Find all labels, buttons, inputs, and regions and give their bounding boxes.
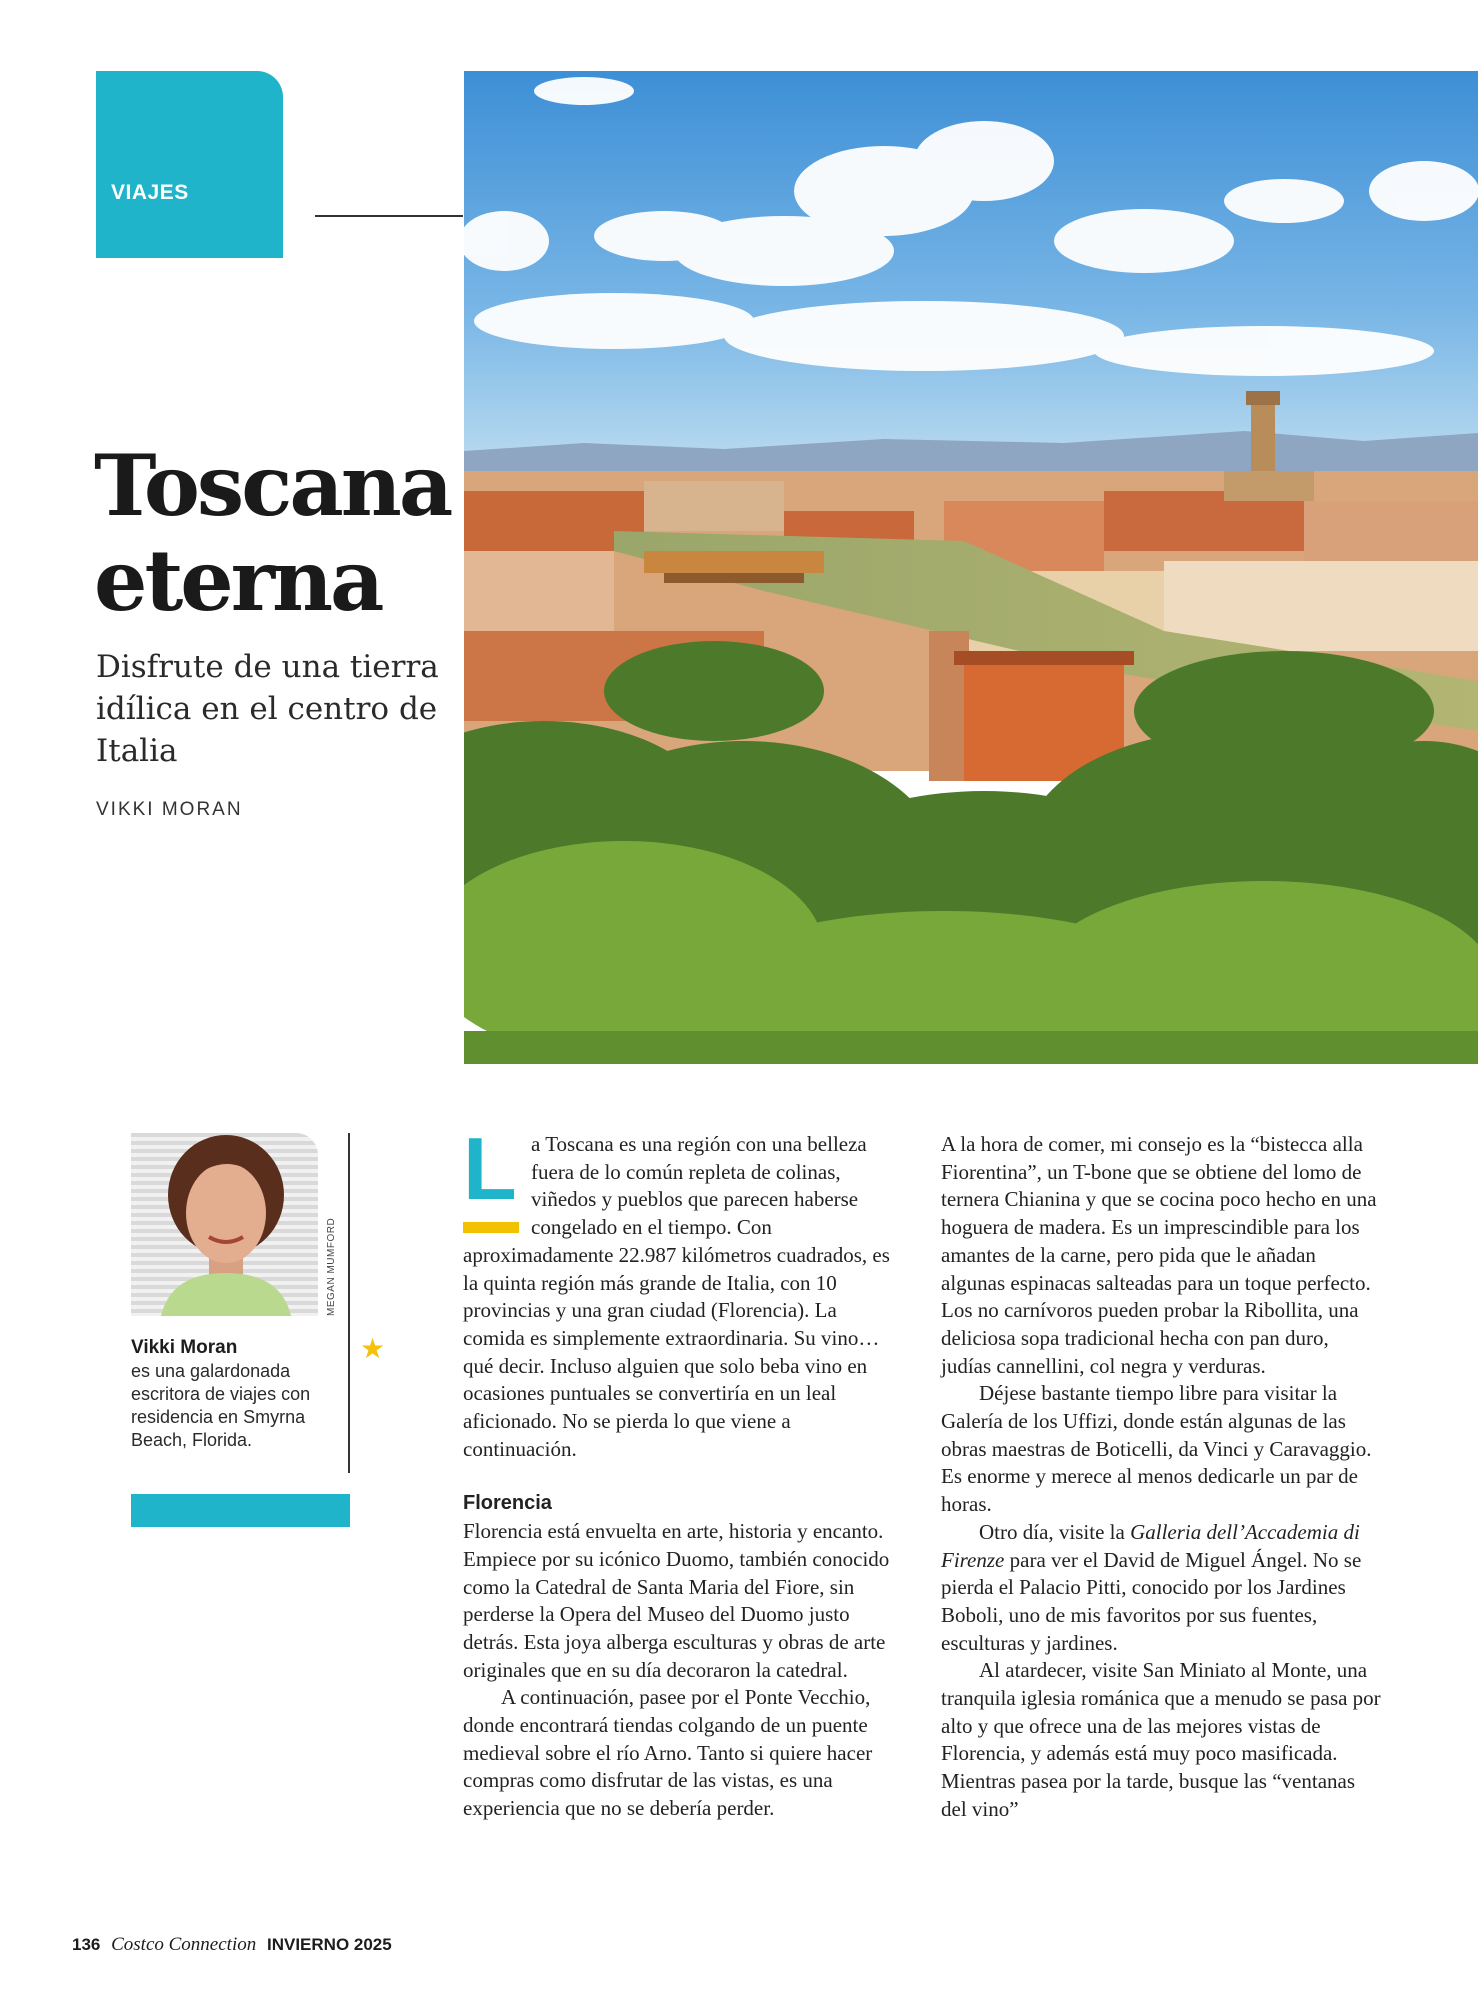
article-column-1 — [463, 1119, 903, 1823]
page-footer — [72, 1934, 392, 1956]
section-tag — [96, 71, 283, 258]
photo-credit-text: MEGAN MUMFORD — [326, 1217, 337, 1316]
body-paragraph: A continuación, pasee por el Ponte Vecchio, donde encontrará tiendas colgando de un puente medieval sobre el río Arno. Tanto si quiere hacer compras como disfrutar de las vistas, es una experiencia que no se debería perder. — [463, 1685, 873, 1821]
drop-cap — [463, 1119, 519, 1227]
article-title-line-1: Toscana — [94, 436, 451, 535]
author-box-divider — [348, 1133, 350, 1473]
tag-rule-divider — [315, 215, 463, 217]
drop-cap-letter: L — [463, 1119, 517, 1218]
section-subhead: Florencia — [463, 1492, 552, 1515]
star-icon: ★ — [360, 1332, 386, 1365]
body-text: Otro día, visite la — [979, 1519, 1131, 1544]
magazine-name: Costco Connection — [111, 1934, 257, 1955]
intro-paragraph: a Toscana es una región con una belleza fuera de lo común repleta de colinas, viñedos y pueblos que parecen haberse congelado en el tiempo. Con aproximadamente 22.987 kilómetros cuadrados, es la quinta región más grande de Italia, con 10 provincias y una gran ciudad (Florencia). La comida es simplemente extraordinaria. Su vino… qué decir. Incluso alguien que solo beba vino en ocasiones puntuales se convertiría en un leal aficionado. No se pierda lo que viene a continuación. — [463, 1132, 890, 1461]
article-column-2 — [941, 1131, 1381, 1824]
author-name: Vikki Moran — [131, 1337, 238, 1358]
author-bio: es una galardonada escritora de viajes con residencia en Smyrna Beach, Florida. — [131, 1361, 311, 1450]
issue-label: INVIERNO 2025 — [266, 1935, 392, 1954]
body-paragraph: A la hora de comer, mi consejo es la “bistecca alla Fiorentina”, un T-bone que se obtiene del lomo de ternera Chianina y que se cocina poco hecho en una hoguera de madera. Es un imprescindible para los amantes de la carne, pero pida que le añadan algunas espinacas salteadas para un toque perfecto. Los no carnívoros pueden probar la Ribollita, una deliciosa sopa tradicional hecha con pan duro, judías cannellini, col negra y verduras. — [941, 1132, 1377, 1378]
article-subtitle: Disfrute de una tierra idílica en el centro de Italia — [96, 649, 439, 769]
body-paragraph: Al atardecer, visite San Miniato al Monte, una tranquila iglesia románica que a menudo se pasa por alto y que ofrece una de las mejores vistas de Florencia, y además está muy poco masificada. Mientras pasea por la tarde, busque las “ventanas del vino” — [941, 1658, 1381, 1821]
article-title — [94, 438, 454, 628]
article-byline: VIKKI MORAN — [96, 799, 243, 820]
author-box-accent-bar — [131, 1494, 350, 1527]
body-paragraph: Florencia está envuelta en arte, historia y encanto. Empiece por su icónico Duomo, también conocido como la Catedral de Santa Maria del Fiore, sin perderse la Opera del Museo del Duomo justo detrás. Esta joya alberga esculturas y obras de arte originales que en su día decoraron la catedral. — [463, 1519, 890, 1682]
section-tag-label: VIAJES — [111, 181, 189, 204]
author-portrait — [131, 1133, 318, 1316]
photo-credit — [322, 1133, 346, 1316]
drop-cap-underline — [463, 1222, 519, 1233]
article-title-line-2: eterna — [94, 531, 382, 630]
body-text: para ver el David de Miguel Ángel. No se pierda el Palacio Pitti, conocido por los Jardines Boboli, uno de mis favoritos por sus fuentes, esculturas y jardines. — [941, 1547, 1362, 1655]
hero-image-florence — [464, 71, 1478, 1064]
italic-title: Galleria dell’Accademia di Firenze — [941, 1519, 1360, 1572]
page-number: 136 — [72, 1935, 101, 1954]
body-paragraph: Déjese bastante tiempo libre para visitar la Galería de los Uffizi, donde están algunas de las obras maestras de Boticelli, da Vinci y Caravaggio. Es enorme y merece al menos dedicarle un par de horas. — [941, 1381, 1372, 1517]
body-paragraph — [941, 1519, 1381, 1658]
